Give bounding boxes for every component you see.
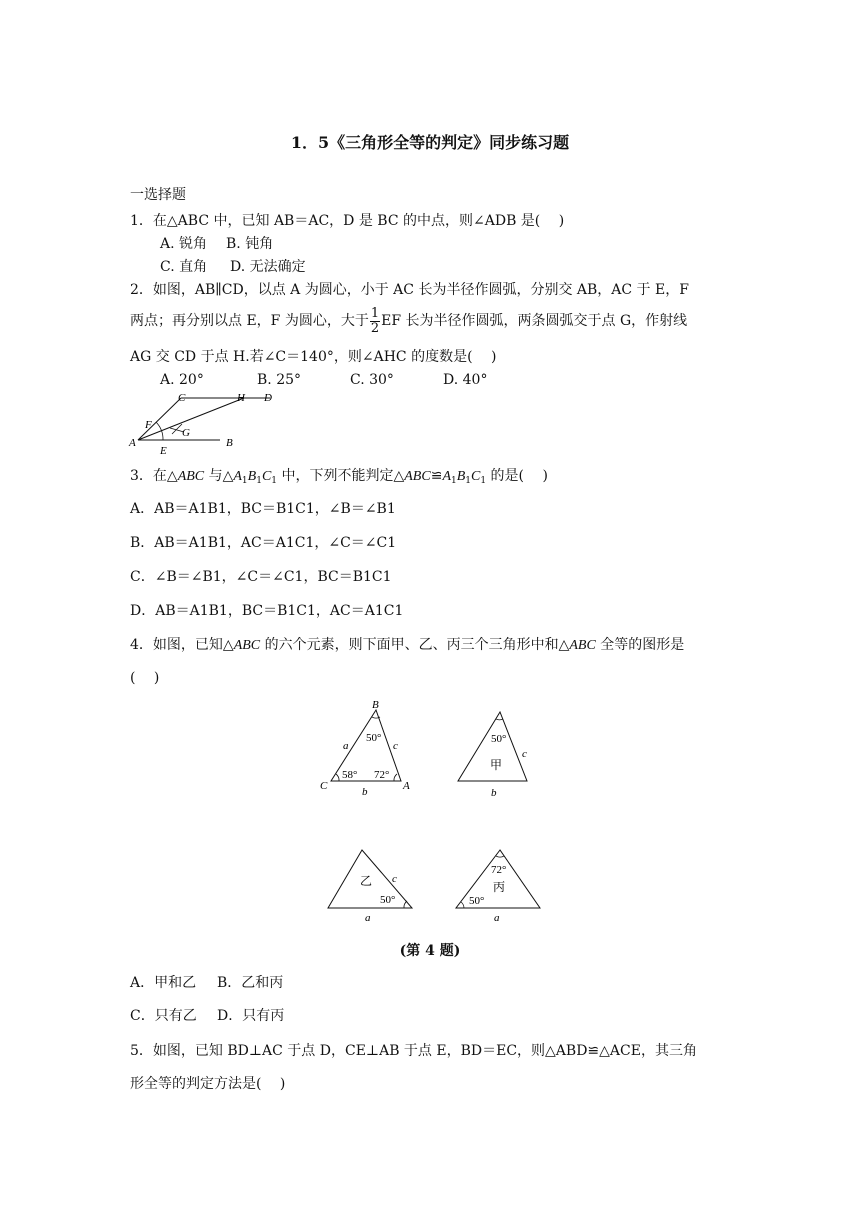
ray-ag bbox=[138, 398, 244, 440]
fraction-numerator: 1 bbox=[370, 305, 380, 321]
fraction-one-half bbox=[370, 307, 380, 336]
q3-stem-mid: 与△ bbox=[204, 468, 234, 484]
q4-line1: 4．如图，已知△ABC 的六个元素，则下面甲、乙、丙三个三角形中和△ABC 全等的图形是 bbox=[130, 637, 685, 653]
q4-option-b: B．乙和丙 bbox=[217, 975, 284, 991]
q3-option-a: A．AB＝A1B1，BC＝B1C1，∠B＝∠B1 bbox=[130, 501, 396, 517]
label-f: F bbox=[145, 419, 152, 431]
q4-line1-mid: 的六个元素，则下面甲、乙、丙三个三角形中和△ bbox=[260, 637, 570, 653]
q2-line2-post: EF 长为半径作圆弧，两条圆弧交于点 G，作射线 bbox=[381, 313, 688, 329]
abc-label-c: C bbox=[320, 780, 328, 792]
abc-label-b: B bbox=[372, 699, 379, 711]
q2-line2-pre: 两点；再分别以点 E，F 为圆心，大于 bbox=[130, 313, 369, 329]
jia-label: 甲 bbox=[490, 758, 503, 772]
q3-option-c: C．∠B＝∠B1，∠C＝∠C1，BC＝B1C1 bbox=[130, 569, 392, 585]
label-h: H bbox=[237, 392, 245, 404]
yi-angle-50: 50° bbox=[380, 894, 396, 906]
abc-angle-58: 58° bbox=[342, 769, 358, 781]
section-heading: 一选择题 bbox=[130, 187, 186, 203]
q2-option-c: C. 30° bbox=[350, 372, 394, 388]
q4-option-d: D．只有丙 bbox=[217, 1008, 285, 1024]
jia-angle-50: 50° bbox=[491, 733, 507, 745]
label-a: A bbox=[129, 437, 136, 449]
q1-stem: 1．在△ABC 中，已知 AB＝AC，D 是 BC 的中点，则∠ADB 是( ) bbox=[130, 213, 565, 229]
q3-stem-post: 的是( ) bbox=[486, 468, 548, 484]
q4-option-c: C．只有乙 bbox=[130, 1008, 197, 1024]
label-d: D bbox=[264, 392, 272, 404]
q3-stem-pre: 3．在△ bbox=[130, 468, 178, 484]
q3-option-b: B．AB＝A1B1，AC＝A1C1，∠C＝∠C1 bbox=[130, 535, 397, 551]
yi-side-a: a bbox=[365, 912, 371, 924]
abc-label-a: A bbox=[403, 780, 410, 792]
q5-line1: 5．如图，已知 BD⊥AC 于点 D，CE⊥AB 于点 E，BD＝EC，则△ABD≌△ACE，其三角 bbox=[130, 1043, 697, 1059]
q4-line1-pre: 4．如图，已知△ bbox=[130, 637, 234, 653]
q3-stem-mid2: 中，下列不能判定△ bbox=[277, 468, 405, 484]
abc-side-c: c bbox=[393, 740, 398, 752]
jia-side-c: c bbox=[522, 748, 527, 760]
label-b: B bbox=[226, 437, 233, 449]
q2-figure bbox=[126, 388, 286, 458]
abc-side-b: b bbox=[362, 786, 368, 798]
page-title: 1．5《三角形全等的判定》同步练习题 bbox=[290, 133, 570, 152]
label-e: E bbox=[160, 445, 167, 457]
q2-line1: 2．如图，AB∥CD，以点 A 为圆心，小于 AC 长为半径作圆弧，分别交 AB，AC 于 E，F bbox=[130, 282, 689, 298]
triangle-bing bbox=[456, 850, 540, 924]
label-c: C bbox=[178, 392, 186, 404]
abc-angle-72: 72° bbox=[374, 769, 390, 781]
yi-side-c: c bbox=[392, 873, 397, 885]
q2-option-d: D. 40° bbox=[443, 372, 488, 388]
triangle-yi bbox=[328, 850, 412, 924]
q3-option-d: D．AB＝A1B1，BC＝B1C1，AC＝A1C1 bbox=[130, 603, 404, 619]
q1-option-b: B. 钝角 bbox=[226, 236, 274, 252]
q1-option-c: C. 直角 bbox=[160, 259, 208, 275]
triangle-abc bbox=[320, 699, 410, 798]
figure-caption: (第 4 题) bbox=[399, 943, 461, 959]
abc-angle-50: 50° bbox=[366, 732, 382, 744]
q5-line2: 形全等的判定方法是( ) bbox=[130, 1076, 286, 1092]
fraction-denominator: 2 bbox=[370, 320, 380, 336]
q1-option-a: A. 锐角 bbox=[160, 236, 208, 252]
triangle-jia bbox=[458, 712, 527, 799]
bing-label: 丙 bbox=[493, 880, 506, 894]
label-g: G bbox=[182, 427, 190, 439]
q4-figure bbox=[310, 695, 550, 925]
q3-stem: 3．在△ABC 与$\triangle A_1B_1C_1$ 中，下列不能判定$\triangle ABC≌A_1B_1C_1$ 的是( ) bbox=[130, 468, 548, 486]
q2-line2 bbox=[130, 306, 687, 336]
q1-option-d: D. 无法确定 bbox=[230, 259, 306, 275]
q3-abc: ABC bbox=[177, 469, 205, 484]
q2-line3: AG 交 CD 于点 H.若∠C＝140°，则∠AHC 的度数是( ) bbox=[130, 349, 497, 365]
bing-angle-72: 72° bbox=[491, 864, 507, 876]
q4-line1-post: 全等的图形是 bbox=[595, 637, 685, 653]
bing-angle-50: 50° bbox=[469, 895, 485, 907]
jia-side-b: b bbox=[491, 787, 497, 799]
abc-side-a: a bbox=[343, 740, 349, 752]
q4-option-a: A．甲和乙 bbox=[130, 975, 197, 991]
yi-label: 乙 bbox=[360, 874, 373, 888]
q4-line2: ( ) bbox=[130, 670, 160, 686]
bing-side-a: a bbox=[494, 912, 500, 924]
q2-option-b: B. 25° bbox=[257, 372, 302, 388]
q2-option-a: A. 20° bbox=[160, 372, 204, 388]
